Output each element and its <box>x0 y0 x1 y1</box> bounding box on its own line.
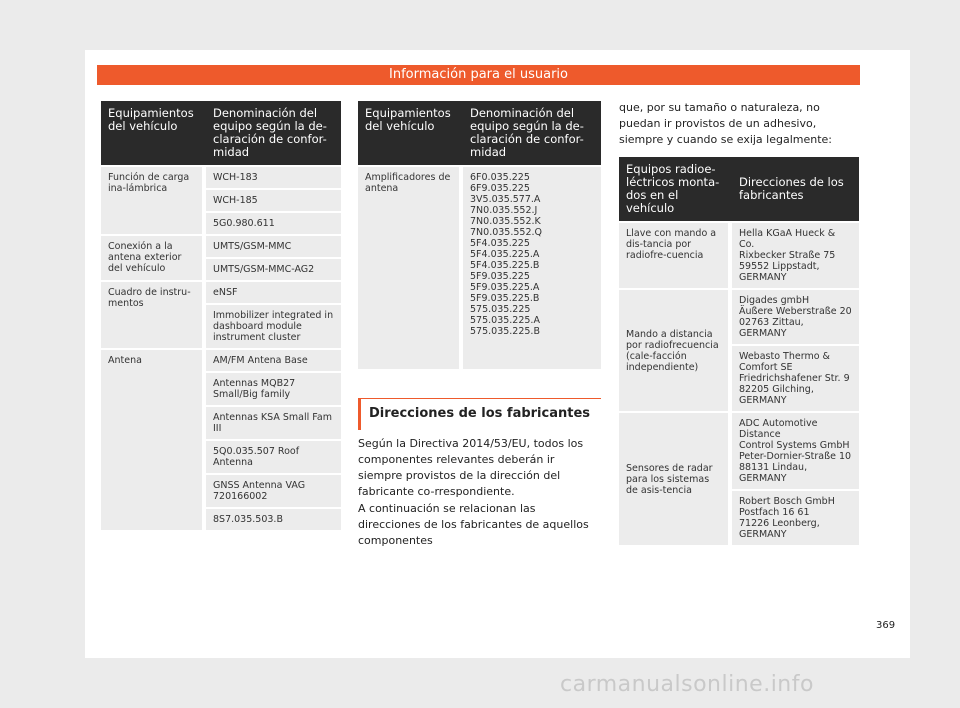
table3-col2-header: Direcciones de los fabricantes <box>732 157 859 221</box>
page-number: 369 <box>876 620 896 631</box>
row-value: UMTS/GSM-MMC-AG2 <box>206 259 341 280</box>
row-value: Antennas KSA Small Fam III <box>206 407 341 439</box>
table-row <box>101 167 341 188</box>
row-label: Sensores de radar para los sistemas de asis-tencia <box>619 413 732 545</box>
table2-row-label: Amplificadores de antena <box>358 167 463 369</box>
row-value: 5Q0.035.507 Roof Antenna <box>206 441 341 473</box>
row-value: Immobilizer integrated in dashboard module instrument cluster <box>206 305 341 348</box>
row-value: 5G0.980.611 <box>206 213 341 234</box>
section-title: Direcciones de los fabricantes <box>358 398 601 430</box>
table-row <box>619 290 859 344</box>
manufacturers-table <box>619 155 859 547</box>
watermark: carmanualsonline.info <box>560 672 814 697</box>
equipment-table-1 <box>101 99 341 532</box>
row-value: Hella KGaA Hueck & Co. Rixbecker Straße 75 59552 Lippstadt, GERMANY <box>732 223 859 288</box>
equipment-table-2 <box>358 99 601 371</box>
row-value: Webasto Thermo & Comfort SE Friedrichshafener Str. 9 82205 Gilching, GERMANY <box>732 346 859 411</box>
row-value: UMTS/GSM-MMC <box>206 236 341 257</box>
table2-col2-header: Denominación del equipo según la de-claración de confor-midad <box>463 101 601 165</box>
table-row <box>619 223 859 288</box>
table1-col1-header: Equipamientos del vehículo <box>101 101 206 165</box>
row-label: Cuadro de instru-mentos <box>101 282 206 348</box>
row-value: WCH-183 <box>206 167 341 188</box>
table-row <box>358 167 601 369</box>
right-intro-paragraph: que, por su tamaño o naturaleza, no puedan ir provistos de un adhesivo, siempre y cuando se exija legalmente: <box>619 101 833 146</box>
table-row <box>101 236 341 257</box>
row-value: Digades gmbH Äußere Weberstraße 20 02763 Zittau, GERMANY <box>732 290 859 344</box>
table-row <box>619 413 859 489</box>
row-label: Función de carga ina-lámbrica <box>101 167 206 234</box>
section-paragraph-1: Según la Directiva 2014/53/EU, todos los componentes relevantes deberán ir siempre provistos de la dirección del fabricante co-rrespondiente. <box>358 437 584 498</box>
row-value: Antennas MQB27 Small/Big family <box>206 373 341 405</box>
table2-col1-header: Equipamientos del vehículo <box>358 101 463 165</box>
row-value: 8S7.035.503.B <box>206 509 341 530</box>
table3-col1-header: Equipos radioe-léctricos monta-dos en el vehículo <box>619 157 732 221</box>
table-row <box>101 282 341 303</box>
section-paragraph-2: A continuación se relacionan las direcciones de los fabricantes de aquellos componentes <box>358 502 589 547</box>
row-value: AM/FM Antena Base <box>206 350 341 371</box>
row-value: GNSS Antenna VAG 720166002 <box>206 475 341 507</box>
row-label: Llave con mando a dis-tancia por radiofre-cuencia <box>619 223 732 288</box>
row-label: Conexión a la antena exterior del vehículo <box>101 236 206 280</box>
row-value: eNSF <box>206 282 341 303</box>
row-value: WCH-185 <box>206 190 341 211</box>
row-label: Antena <box>101 350 206 530</box>
row-value: ADC Automotive Distance Control Systems GmbH Peter-Dornier-Straße 10 88131 Lindau, GERMANY <box>732 413 859 489</box>
table-row <box>101 350 341 371</box>
page-header: Información para el usuario <box>97 65 860 85</box>
row-label: Mando a distancia por radiofrecuencia (cale-facción independiente) <box>619 290 732 411</box>
table1-col2-header: Denominación del equipo según la de-claración de confor-midad <box>206 101 341 165</box>
row-value: Robert Bosch GmbH Postfach 16 61 71226 Leonberg, GERMANY <box>732 491 859 545</box>
table2-row-value: 6F0.035.225 6F9.035.225 3V5.035.577.A 7N0.035.552.J 7N0.035.552.K 7N0.035.552.Q 5F4.035.225 5F4.035.225.A 5F4.035.225.B 5F9.035.225 5F9.035.225.A 5F9.035.225.B 575.035.225 575.035.225.A 575.035.225.B <box>463 167 601 369</box>
